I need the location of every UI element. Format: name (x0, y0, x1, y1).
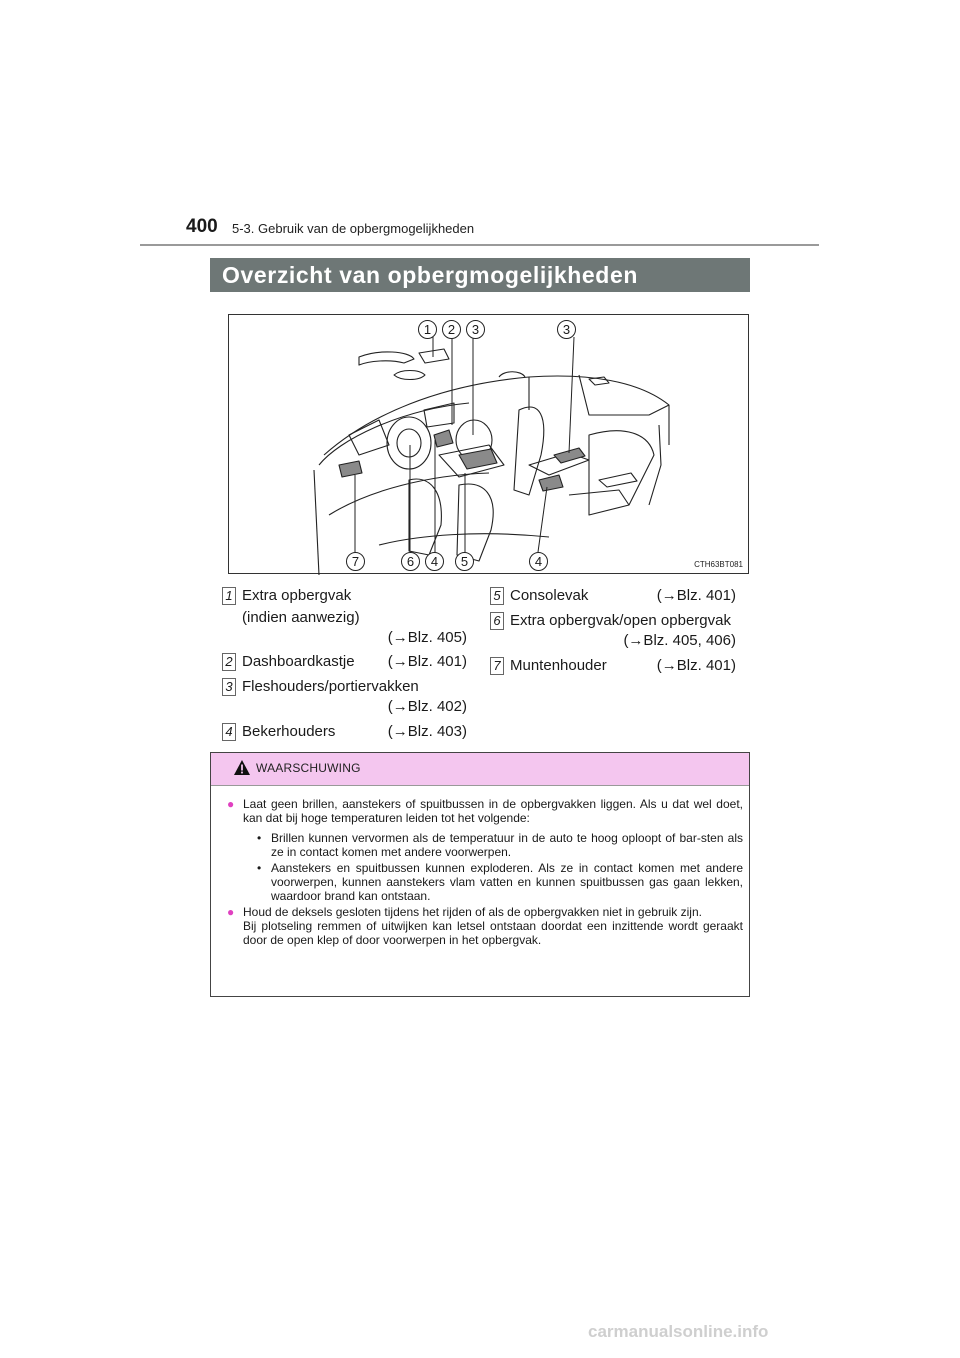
callout-3: 3 (466, 320, 485, 339)
legend-label: Extra opbergvak (242, 587, 352, 604)
header-divider (140, 244, 819, 246)
warning-title: WAARSCHUWING (256, 761, 361, 775)
legend-label: Consolevak (510, 587, 589, 604)
legend-label: Fleshouders/portiervakken (242, 678, 419, 695)
legend-label: Muntenhouder (510, 657, 607, 674)
warning-subitem (243, 861, 743, 903)
legend-item (222, 651, 467, 673)
warning-body (225, 797, 743, 947)
bullet-icon: ● (227, 905, 235, 919)
legend-number: 6 (490, 612, 504, 630)
callout-4: 4 (529, 552, 548, 571)
legend-item (222, 676, 467, 720)
car-interior-figure (228, 314, 749, 574)
legend-number: 4 (222, 723, 236, 741)
warning-item (225, 797, 743, 903)
legend-number: 1 (222, 587, 236, 605)
callout-3: 3 (557, 320, 576, 339)
page-title: Overzicht van opbergmogelijkheden (210, 258, 750, 292)
warning-text: Bij plotseling remmen of uitwijken kan letsel ontstaan doordat een inzittende wordt geraakt door de open klep of door voorwerpen in het opbergvak. (243, 919, 743, 947)
callout-7: 7 (346, 552, 365, 571)
warning-subitem (243, 831, 743, 859)
callout-5: 5 (455, 552, 474, 571)
watermark: carmanualsonline.info (588, 1322, 769, 1341)
legend-item (490, 610, 736, 654)
legend-item (222, 721, 467, 743)
legend-number: 2 (222, 653, 236, 671)
warning-subtext: Aanstekers en spuitbussen kunnen exploderen. Als ze in contact komen met andere voorwerpen, kunnen aanstekers vlam vatten en kunnen spuitbussen gas gaan lekken, waardoor brand kan ontstaan. (271, 861, 743, 903)
legend-number: 7 (490, 657, 504, 675)
callout-2: 2 (442, 320, 461, 339)
warning-text: Houd de deksels gesloten tijdens het rijden of als de opbergvakken niet in gebruik zijn. (243, 905, 702, 919)
warning-box (210, 752, 750, 997)
legend-item (490, 655, 736, 677)
warning-subtext: Brillen kunnen vervormen als de temperatuur in de auto te hoog oploopt of bar-sten als ze in contact komen met andere voorwerpen. (271, 831, 743, 859)
page-reference: (→Blz. 405) (387, 629, 467, 646)
page-reference: (→Blz. 402) (387, 698, 467, 715)
warning-text: Laat geen brillen, aanstekers of spuitbussen in de opbergvakken liggen. Als u dat wel doet, kan dat bij hoge temperaturen leiden tot het volgende: (243, 797, 743, 825)
page-reference: (→Blz. 403) (387, 723, 467, 740)
page-reference: (→Blz. 405, 406) (623, 632, 736, 649)
warning-item (225, 905, 743, 947)
legend-number: 5 (490, 587, 504, 605)
page-reference: (→Blz. 401) (656, 587, 736, 604)
callout-6: 6 (401, 552, 420, 571)
warning-header (211, 753, 749, 786)
legend-number: 3 (222, 678, 236, 696)
legend-label: Bekerhouders (242, 723, 336, 740)
legend-item (490, 585, 736, 607)
page-reference: (→Blz. 401) (387, 653, 467, 670)
section-heading: 5-3. Gebruik van de opbergmogelijkheden (232, 221, 475, 236)
legend-label: Dashboardkastje (242, 653, 355, 670)
car-interior-illustration (229, 315, 750, 575)
bullet-icon: • (257, 831, 262, 845)
warning-triangle-icon (233, 759, 251, 776)
bullet-icon: • (257, 861, 262, 875)
bullet-icon: ● (227, 797, 235, 811)
legend-item (222, 585, 467, 651)
page-reference: (→Blz. 401) (656, 657, 736, 674)
legend-label: (indien aanwezig) (242, 609, 360, 626)
page-number: 400 (186, 216, 218, 237)
callout-1: 1 (418, 320, 437, 339)
callout-4: 4 (425, 552, 444, 571)
legend-label: Extra opbergvak/open opbergvak (510, 612, 731, 629)
figure-code: CTH63BT081 (694, 560, 743, 569)
